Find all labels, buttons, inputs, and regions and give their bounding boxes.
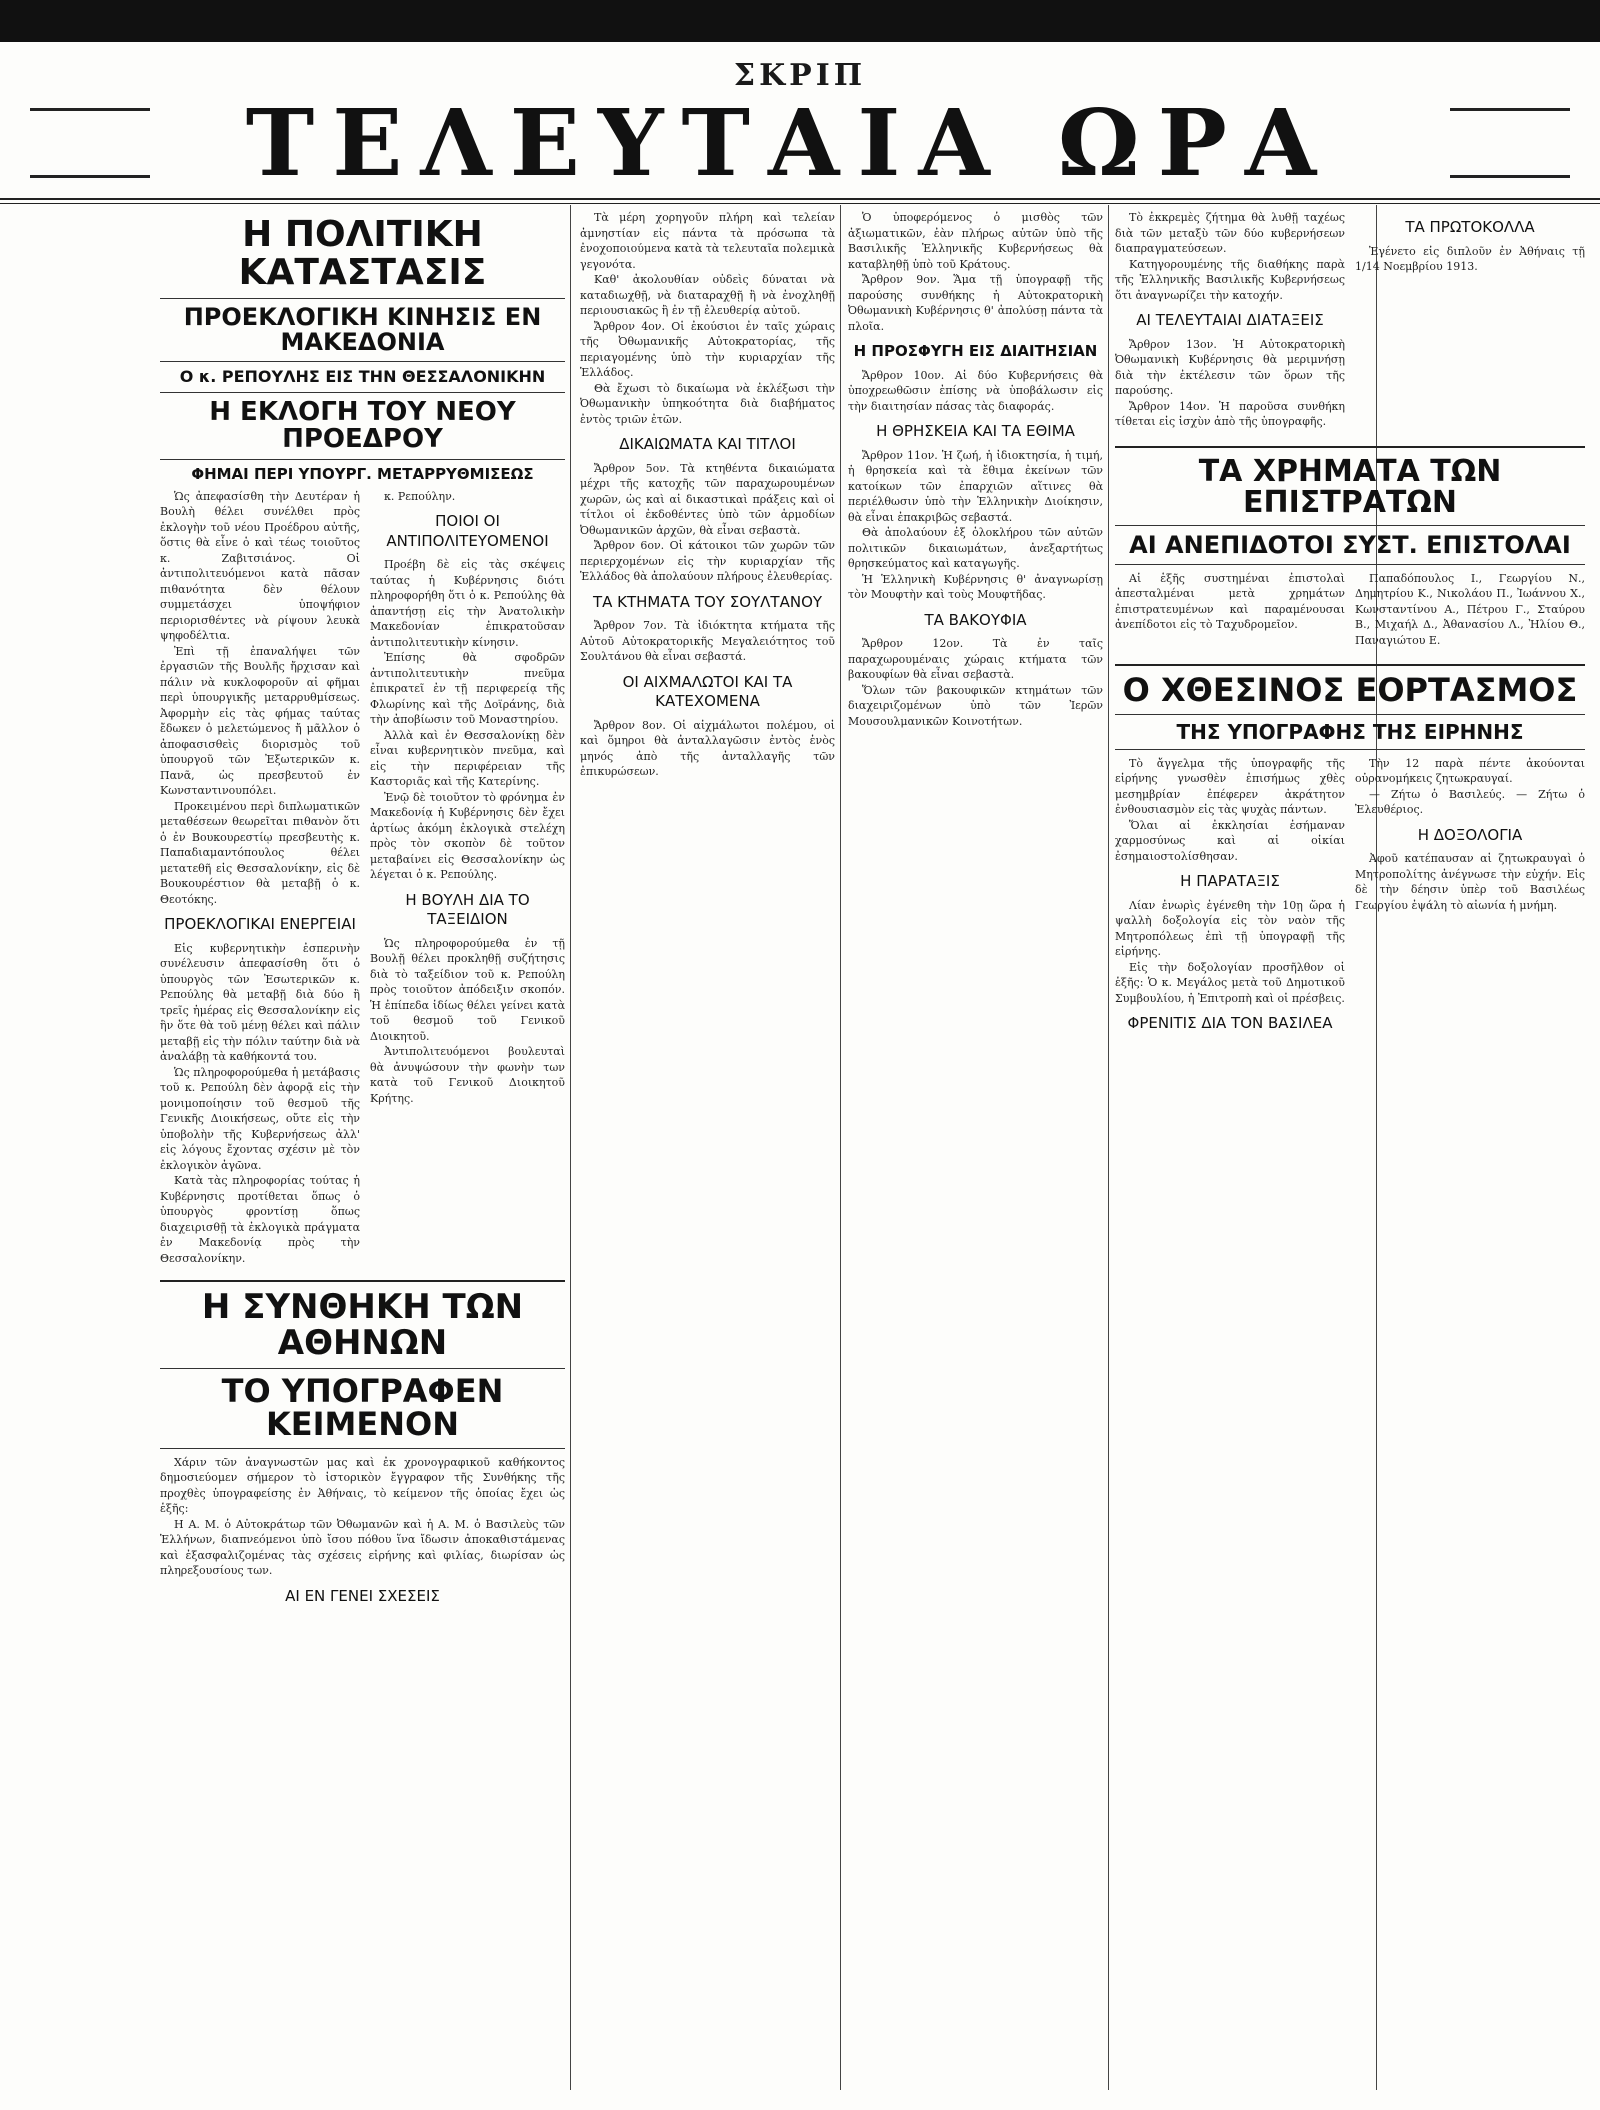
paragraph: Ἄρθρον 13ον. Ἡ Αὐτοκρατορικὴ Ὀθωμανικὴ Κυβέρνησις θὰ μεριμνήσῃ διὰ τὴν ἐκτέλεσιν τῶν ὅρων τῆς παρούσης. (1115, 337, 1345, 397)
column-divider (1108, 205, 1109, 2090)
paragraph: Ἄρθρον 4ον. Οἱ ἐκούσιοι ἐν ταῖς χώραις τῆς Ὀθωμανικῆς Αὐτοκρατορίας, τῆς περιαγομένης ὑπὸ τὴν κυριαρχίαν τῆς Ἑλλάδος. (580, 319, 835, 379)
divider (1115, 525, 1585, 526)
paragraph: Ἄρθρον 5ον. Τὰ κτηθέντα δικαιώματα μέχρι τῆς κατοχῆς τῶν παραχωρουμένων χωρῶν, ὡς καὶ αἱ δικαστικαὶ πράξεις καὶ οἱ τίτλοι οἱ ἐκδοθέντες ὑπὸ τῶν ἁρμοδίων Ὀθωμανικῶν ἀρχῶν, θὰ εἶναι σεβαστὰ. (580, 461, 835, 537)
paragraph: Κατηγορουμένης τῆς διαθήκης παρὰ τῆς Ἑλληνικῆς Βασιλικῆς Κυβερνήσεως ὅτι ἀναγνωρίζει τὴν κατοχήν. (1115, 257, 1345, 302)
paragraph: Ἄρθρον 10ον. Αἱ δύο Κυβερνήσεις θὰ ὑποχρεωθῶσιν ἐπίσης νὰ ὑποβάλωσιν εἰς τὴν διαιτησίαν πάσας τὰς διαφοράς. (848, 368, 1103, 413)
top-black-bar (0, 0, 1600, 42)
headline-signed-text: ΤΟ ΥΠΟΓΡΑΦΕΝ ΚΕΙΜΕΝΟΝ (221, 1371, 504, 1444)
masthead: ΣΚΡΙΠ (733, 58, 867, 93)
paragraph: Προέβη δὲ εἰς τὰς σκέψεις ταύτας ἡ Κυβέρνησις διότι πληροφορήθη ὅτι ὁ κ. Ρεπούλης θὰ ἀπαντήσῃ εἰς τὴν Ἀνατολικὴν Μακεδονίαν ἐπικρατοῦσαν ἀντιπολιτευτικὴν κίνησιν. (370, 558, 565, 649)
paragraph: Θὰ ἀπολαύουν ἐξ ὁλοκλήρου τῶν αὐτῶν πολιτικῶν δικαιωμάτων, ἀνεξαρτήτως θρησκεύματος καὶ καταγωγῆς. (848, 526, 1103, 570)
paragraph: Ὡς πληροφορούμεθα ἡ μετάβασις τοῦ κ. Ρεπούλη δὲν ἀφορᾷ εἰς τὴν μονιμοποίησιν τοῦ θεσμοῦ τῆς Γενικῆς Διοικήσεως, οὔτε εἰς τὴν ὑποβολὴν τῆς Κυβερνήσεως ἀλλ' εἰς λόγους ἔχοντας σχέσιν μὲ τὸν ἐκλογικὸν ἀγῶνα. (160, 1065, 360, 1172)
paragraph: Προκειμένου περὶ διπλωματικῶν μεταθέσεων θεωρεῖται πιθανὸν ὅτι ὁ ἐν Βουκουρεστίῳ πρεσβευτὴς κ. Παπαδιαμαντόπουλος θέλει μετατεθῆ εἰς Θεσσαλονίκην, εἰς δὲ Βουκουρέστιον θὰ μεταβῇ ὁ κ. Θεοτόκης. (160, 799, 360, 906)
headline-celebration: Ο ΧΘΕΣΙΝΟΣ ΕΟΡΤΑΣΜΟΣ (1122, 671, 1578, 710)
paragraph: Εἰς κυβερνητικὴν ἐσπερινὴν συνέλευσιν ἀπεφασίσθη ὅτι ὁ ὑπουργὸς τῶν Ἐσωτερικῶν κ. Ρεπούλης θὰ μεταβῇ διὰ δύο ἢ τρεῖς ἡμέρας εἰς Θεσσαλονίκην εἰς ἣν ὅτε θὰ τοῦ μένῃ θέλει καὶ πάλιν μεταβῇ εἰς τὴν πόλιν ταύτην διὰ νὰ ἀναλάβῃ τὰ καθήκοντά του. (160, 941, 360, 1064)
headline-election-president: Η ΕΚΛΟΓΗ ΤΟΥ ΝΕΟΥ ΠΡΟΕΔΡΟΥ (209, 396, 516, 454)
section-heading: ΤΑ ΚΤΗΜΑΤΑ ΤΟΥ ΣΟΥΛΤΑΝΟΥ (592, 592, 823, 611)
banner-title: ΤΕΛΕΥΤΑΙΑ ΩΡΑ (245, 89, 1335, 197)
paragraph: — Ζήτω ὁ Βασιλεύς. — Ζήτω ὁ Ἐλευθέριος. (1355, 787, 1585, 817)
paragraph: Τὸ ἄγγελμα τῆς ὑπογραφῆς τῆς εἰρήνης γνωσθὲν ἐπισήμως χθὲς μεσημβρίαν ἐπέφερεν ἀκράτητον ἐνθουσιασμὸν εἰς τὰς ψυχὰς πάντων. (1115, 756, 1345, 817)
letters-body-right (1355, 571, 1585, 649)
treaty-intro (160, 1455, 565, 1579)
section-heading: ΤΑ ΠΡΩΤΟΚΟΛΛΑ (1405, 218, 1535, 236)
paragraph: Ἀφοῦ κατέπαυσαν αἱ ζητωκραυγαὶ ὁ Μητροπολίτης ἀνέγνωσε τὴν εὐχήν. Εἰς δὲ τὴν δέησιν ὑπὲρ τοῦ Βασιλέως Γεωργίου ἐψάλη τὸ αἰωνία ἡ μνήμη. (1355, 852, 1585, 912)
paragraph: Καθ' ἀκολουθίαν οὐδεὶς δύναται νὰ καταδιωχθῇ, νὰ διαταραχθῇ ἢ νὰ ἐνοχληθῇ περιουσιακῶς ἢ ἐν τῇ ἐλευθερίᾳ αὐτοῦ. (580, 273, 835, 317)
paragraph: Ἐπίσης θὰ σφοδρῶν ἀντιπολιτευτικὴν πνεῦμα ἐπικρατεῖ ἐν τῇ περιφερείᾳ τῆς Φλωρίνης καὶ τῆς Δοϊράνης, διὰ τὴν ἀποβίωσιν τοῦ Μοναστηρίου. (370, 651, 565, 727)
headline-pre-election: ΠΡΟΕΚΛΟΓΙΚΗ ΚΙΝΗΣΙΣ ΕΝ ΜΑΚΕΔΟΝΙΑ (183, 302, 542, 356)
section-heading: ΔΙΚΑΙΩΜΑΤΑ ΚΑΙ ΤΙΤΛΟΙ (619, 435, 796, 453)
paragraph: Ἐγένετο εἰς διπλοῦν ἐν Ἀθήναις τῇ 1/14 Νοεμβρίου 1913. (1355, 244, 1585, 273)
headline-reservists-money: ΤΑ ΧΡΗΜΑΤΑ ΤΩΝ ΕΠΙΣΤΡΑΤΩΝ (1198, 453, 1502, 520)
column-4 (848, 210, 1103, 2085)
column-divider (570, 205, 571, 2090)
banner-ornament-left (30, 108, 150, 178)
paragraph: Παπαδόπουλος Ι., Γεωργίου Ν., Δημητρίου Κ., Νικολάου Π., Ἰωάννου Χ., Κωνσταντίνου Α., Πέτρου Γ., Σταύρου Β., Μιχαήλ Δ., Ἀθανασίου Λ., Ἠλίου Θ., Παναγιώτου Ε. (1355, 571, 1585, 647)
column-divider (840, 205, 841, 2090)
article-body-right (370, 489, 565, 1267)
divider (1115, 664, 1585, 666)
treaty-articles-1 (580, 210, 835, 780)
paragraph: Κατὰ τὰς πληροφορίας τούτας ἡ Κυβέρνησις προτίθεται ὅπως ὁ ὑπουργὸς φροντίσῃ ὅπως διαχειρισθῇ τὰ ἐκλογικὰ πράγματα ἐν Μακεδονίᾳ πρὸς τὴν Θεσσαλονίκην. (160, 1174, 360, 1265)
celebration-body-right (1355, 756, 1585, 1040)
column-5 (1115, 210, 1585, 2085)
paragraph: Ὅλαι αἱ ἐκκλησίαι ἐσήμαναν χαρμοσύνως καὶ αἱ οἰκίαι ἐσημαιοστολίσθησαν. (1115, 818, 1345, 863)
paragraph: Ὁ ὑποφερόμενος ὁ μισθὸς τῶν ἀξιωματικῶν, ἐὰν πλήρως αὐτῶν ὑπὸ τῆς Βασιλικῆς Ἑλληνικῆς Κυβερνήσεως θὰ καταβληθῇ ὑπὸ τοῦ Κράτους. (848, 211, 1103, 271)
paragraph: Ὡς πληροφορούμεθα ἐν τῇ Βουλῇ θέλει προκληθῇ συζήτησις διὰ τὸ ταξείδιον τοῦ κ. Ρεπούλη πρὸς τοιοῦτον ἀπόδειξιν σκοπόν. Ἡ ἐπίπεδα ἰδίως θέλει γείνει κατὰ τοῦ θεσμοῦ τοῦ Γενικοῦ Διοικητοῦ. (370, 936, 565, 1043)
section-heading: Η ΠΑΡΑΤΑΞΙΣ (1180, 872, 1280, 891)
section-heading: ΑΙ ΤΕΛΕΥΤΑΙΑΙ ΔΙΑΤΑΞΕΙΣ (1136, 311, 1324, 329)
divider (160, 392, 565, 393)
section-heading: Η ΒΟΥΛΗ ΔΙΑ ΤΟ ΤΑΞΕΙΔΙΟΝ (405, 890, 530, 929)
section-heading: ΦΡΕΝΙΤΙΣ ΔΙΑ ΤΟΝ ΒΑΣΙΛΕΑ (1127, 1014, 1333, 1033)
divider (160, 459, 565, 460)
treaty-articles-2 (848, 210, 1103, 729)
paragraph: Ἄρθρον 6ον. Οἱ κάτοικοι τῶν χωρῶν τῶν περιερχομένων εἰς τὴν κυριαρχίαν τῆς Ἑλλάδος θὰ ἀπολαύουν πλήρους ἐλευθερίας. (580, 539, 835, 583)
paragraph: Ἄρθρον 14ον. Ἡ παροῦσα συνθήκη τίθεται εἰς ἰσχὺν ἀπὸ τῆς ὑπογραφῆς. (1115, 399, 1345, 428)
section-heading: ΠΡΟΕΚΛΟΓΙΚΑΙ ΕΝΕΡΓΕΙΑΙ (164, 915, 356, 934)
paragraph: Θὰ ἔχωσι τὸ δικαίωμα νὰ ἐκλέξωσι τὴν Ὀθωμανικὴν ὑπηκοότητα διὰ διαβήματος ἐντὸς τριῶν ἐτῶν. (580, 381, 835, 426)
divider (160, 298, 565, 299)
section-heading: ΠΟΙΟΙ ΟΙ ΑΝΤΙΠΟΛΙΤΕΥΟΜΕΝΟΙ (386, 512, 549, 550)
letters-body-left (1115, 571, 1345, 649)
paragraph: Αἱ ἑξῆς συστημέναι ἐπιστολαὶ ἀπεσταλμέναι μετὰ χρημάτων ἐπιστρατευμένων καὶ παραμένουσαι ἀνεπίδοτοι εἰς τὸ Ταχυδρομεῖον. (1115, 571, 1345, 632)
section-heading: Η ΔΟΞΟΛΟΓΙΑ (1417, 825, 1523, 844)
section-heading: ΟΙ ΑΙΧΜΑΛΩΤΟΙ ΚΑΙ ΤΑ ΚΑΤΕΧΟΜΕΝΑ (622, 672, 793, 710)
divider (160, 1280, 565, 1282)
paragraph: Ὅλων τῶν βακουφικῶν κτημάτων τῶν διαχειριζομένων ὑπὸ τῶν Ἰερῶν Μουσουλμανικῶν Κοινοτήτων. (848, 683, 1103, 728)
column-3 (580, 210, 835, 2085)
banner-divider (0, 198, 1600, 204)
paragraph: Ἄρθρον 8ον. Οἱ αἰχμάλωτοι πολέμου, οἱ καὶ ὅμηροι θὰ ἀνταλλαγῶσιν ἐντὸς ἑνὸς μηνός ἀπὸ τῆς ἀνταλλαγῆς τῶν ἐπικυρώσεων. (580, 718, 835, 778)
treaty-articles-3 (1115, 210, 1345, 430)
divider (160, 1448, 565, 1449)
section-heading: ΤΑ ΒΑΚΟΥΦΙΑ (924, 610, 1027, 629)
subheadline-undelivered-letters: ΑΙ ΑΝΕΠΙΔΟΤΟΙ ΣΥΣΤ. ΕΠΙΣΤΟΛΑΙ (1129, 530, 1571, 559)
section-heading: ΑΙ ΕΝ ΓΕΝΕΙ ΣΧΕΣΕΙΣ (285, 1586, 440, 1605)
paragraph: Τὸ ἐκκρεμὲς ζήτημα θὰ λυθῇ ταχέως διὰ τῶν μεταξὺ τῶν δύο κυβερνήσεων διαπραγματεύσεων. (1115, 211, 1345, 255)
paragraph: Η Α. Μ. ὁ Αὐτοκράτωρ τῶν Ὀθωμανῶν καὶ ἡ Α. Μ. ὁ Βασιλεὺς τῶν Ἑλλήνων, διαπνεόμενοι ὑπὸ ἴσου πόθου ἵνα ἴδωσιν ἀποκαθιστάμενας καὶ ἐξασφαλιζομένας τὰς σχέσεις εἰρήνης καὶ φιλίας, διωρίσαν ὡς πληρεξουσίους των. (160, 1517, 565, 1578)
subheadline-repoulis: Ο κ. ΡΕΠΟΥΛΗΣ ΕΙΣ ΤΗΝ ΘΕΣΣΑΛΟΝΙΚΗΝ (179, 366, 546, 386)
paragraph: Ἄρθρον 11ον. Ἡ ζωή, ἡ ἰδιοκτησία, ἡ τιμή, ἡ θρησκεία καὶ τὰ ἔθιμα ἐκείνων τῶν κατοίκων τῶν ἐπαρχιῶν αἵτινες θὰ περιέλθωσιν ὑπὸ τὴν Ἑλληνικὴν Διοίκησιν, θὰ εἶναι ἐπακριβῶς σεβαστά. (848, 448, 1103, 524)
column-1 (160, 210, 565, 2085)
subheadline-rumors: ΦΗΜΑΙ ΠΕΡΙ ΥΠΟΥΡΓ. ΜΕΤΑΡΡΥΘΜΙΣΕΩΣ (191, 465, 534, 484)
paragraph: Ἄρθρον 9ον. Ἅμα τῇ ὑπογραφῇ τῆς παρούσης συνθήκης ἡ Αὐτοκρατορικὴ Ὀθωμανικὴ Κυβέρνησις θ' ἀπολύσῃ πάντα τὰ πλοῖα. (848, 273, 1103, 333)
divider (160, 361, 565, 362)
divider (160, 1368, 565, 1369)
divider (1115, 714, 1585, 715)
paragraph: Χάριν τῶν ἀναγνωστῶν μας καὶ ἐκ χρονογραφικοῦ καθήκοντος δημοσιεύομεν σήμερον τὸ ἱστορικὸν ἔγγραφον τῆς Συνθήκης τῆς προχθὲς ὑπογραφείσης ἐν Ἀθήναις, τὸ κείμενον τῆς ὁποίας ἔχει ὡς ἑξῆς: (160, 1455, 565, 1516)
paragraph: Ἄρθρον 7ον. Τὰ ἰδιόκτητα κτήματα τῆς Αὐτοῦ Αὐτοκρατορικῆς Μεγαλειότητος τοῦ Σουλτάνου θὰ εἶναι σεβαστά. (580, 619, 835, 663)
paragraph: Εἰς τὴν δοξολογίαν προσῆλθον οἱ ἑξῆς: Ὁ κ. Μεγάλος μετὰ τοῦ Δημοτικοῦ Συμβουλίου, ἡ Ἐπιτροπὴ καὶ οἱ πρέσβεις. (1115, 960, 1345, 1005)
section-heading: Η ΘΡΗΣΚΕΙΑ ΚΑΙ ΤΑ ΕΘΙΜΑ (876, 422, 1075, 440)
paragraph: Τὰ μέρη χορηγοῦν πλήρη καὶ τελείαν ἀμνηστίαν εἰς πάντα τὰ πρόσωπα τὰ ἐνοχοποιούμενα κατὰ τὰ τελευταῖα πολεμικὰ γεγονότα. (580, 211, 835, 271)
banner-ornament-right (1450, 108, 1570, 178)
headline-political-situation: Η ΠΟΛΙΤΙΚΗ ΚΑΤΑΣΤΑΣΙΣ (238, 214, 487, 293)
celebration-body-left (1115, 756, 1345, 1040)
paragraph: Ἀλλὰ καὶ ἐν Θεσσαλονίκῃ δὲν εἶναι κυβερνητικὸν πνεῦμα, καὶ εἰς τὴν περιφέρειαν τῆς Καστοριᾶς καὶ τῆς Κατερίνης. (370, 728, 565, 789)
paragraph: Ἐνῷ δὲ τοιοῦτον τὸ φρόνημα ἐν Μακεδονίᾳ ἡ Κυβέρνησις δὲν ἔχει ἀρτίως ἀκόμη ἐκλογικὰ στελέχη πρὸς τὸν σκοπὸν δὲ τοῦτον μεταβαίνει εἰς Θεσσαλονίκην ὡς λέγεται ὁ κ. Ρεπούλης. (370, 790, 565, 882)
paragraph: Ὡς ἀπεφασίσθη τὴν Δευτέραν ἡ Βουλὴ θέλει συνέλθει πρὸς ἐκλογὴν τοῦ νέου Προέδρου αὐτῆς, ὅστις θὰ εἶνε ὁ καὶ τέως τοιοῦτος κ. Ζαβιτσιάνος. Οἱ ἀντιπολιτευόμενοι κατὰ πᾶσαν πιθανότητα δὲν θέλουν συμμετάσχει ὑποψήφιον περιορισθέντες νὰ ρίψουν λευκὰ ψηφοδέλτια. (160, 489, 360, 643)
paragraph: κ. Ρεπούλην. (384, 489, 456, 503)
paragraph: Ἀντιπολιτευόμενοι βουλευταὶ θὰ ἀνυψώσουν τὴν φωνὴν των κατὰ τοῦ Γενικοῦ Διοικητοῦ Κρήτης. (370, 1045, 565, 1105)
headline-treaty: Η ΣΥΝΘΗΚΗ ΤΩΝ ΑΘΗΝΩΝ (201, 1287, 524, 1363)
paragraph: Ἡ Ἑλληνικὴ Κυβέρνησις θ' ἀναγνωρίσῃ τὸν Μουφτὴν καὶ τοὺς Μουφτῆδας. (848, 572, 1103, 601)
subheadline-peace-signing: ΤΗΣ ΥΠΟΓΡΑΦΗΣ ΤΗΣ ΕΙΡΗΝΗΣ (1176, 719, 1524, 744)
paragraph: Ἐπὶ τῇ ἐπαναλήψει τῶν ἐργασιῶν τῆς Βουλῆς ἤρχισαν καὶ πάλιν νὰ κυκλοφοροῦν αἱ φῆμαι περὶ ὑπουργικῆς μεταρρυθμίσεως. Ἀφορμὴν εἰς τὰς φήμας ταύτας ἔδωκεν ὁ μελετώμενος ἤ μᾶλλον ὁ ἀποφασισθεὶς διορισμὸς τοῦ ὑπουργοῦ τῶν Ἐξωτερικῶν κ. Πανᾶ, ὡς πρεσβευτοῦ ἐν Κωνσταντινουπόλει. (160, 644, 360, 798)
article-body-left (160, 489, 360, 1267)
divider (1115, 446, 1585, 448)
treaty-articles-4 (1355, 210, 1585, 430)
paragraph: Ἄρθρον 12ον. Τὰ ἐν ταῖς παραχωρουμέναις χώραις κτήματα τῶν βακουφίων θὰ εἶναι σεβαστὰ. (848, 637, 1103, 681)
divider (1115, 564, 1585, 565)
paragraph: Λίαν ἐνωρὶς ἐγένεθη τὴν 10ῃ ὥρα ἡ ψαλλὴ δοξολογία εἰς τὸν ναὸν τῆς Μητροπόλεως ἐπὶ τῇ ὑπογραφῇ τῆς εἰρήνης. (1115, 898, 1345, 959)
paragraph: Τὴν 12 παρὰ πέντε ἀκούονται οὐρανομήκεις ζητωκραυγαί. (1355, 756, 1585, 786)
section-heading: Η ΠΡΟΣΦΥΓΗ ΕΙΣ ΔΙΑΙΤΗΣΙΑΝ (853, 342, 1098, 360)
divider (1115, 749, 1585, 750)
